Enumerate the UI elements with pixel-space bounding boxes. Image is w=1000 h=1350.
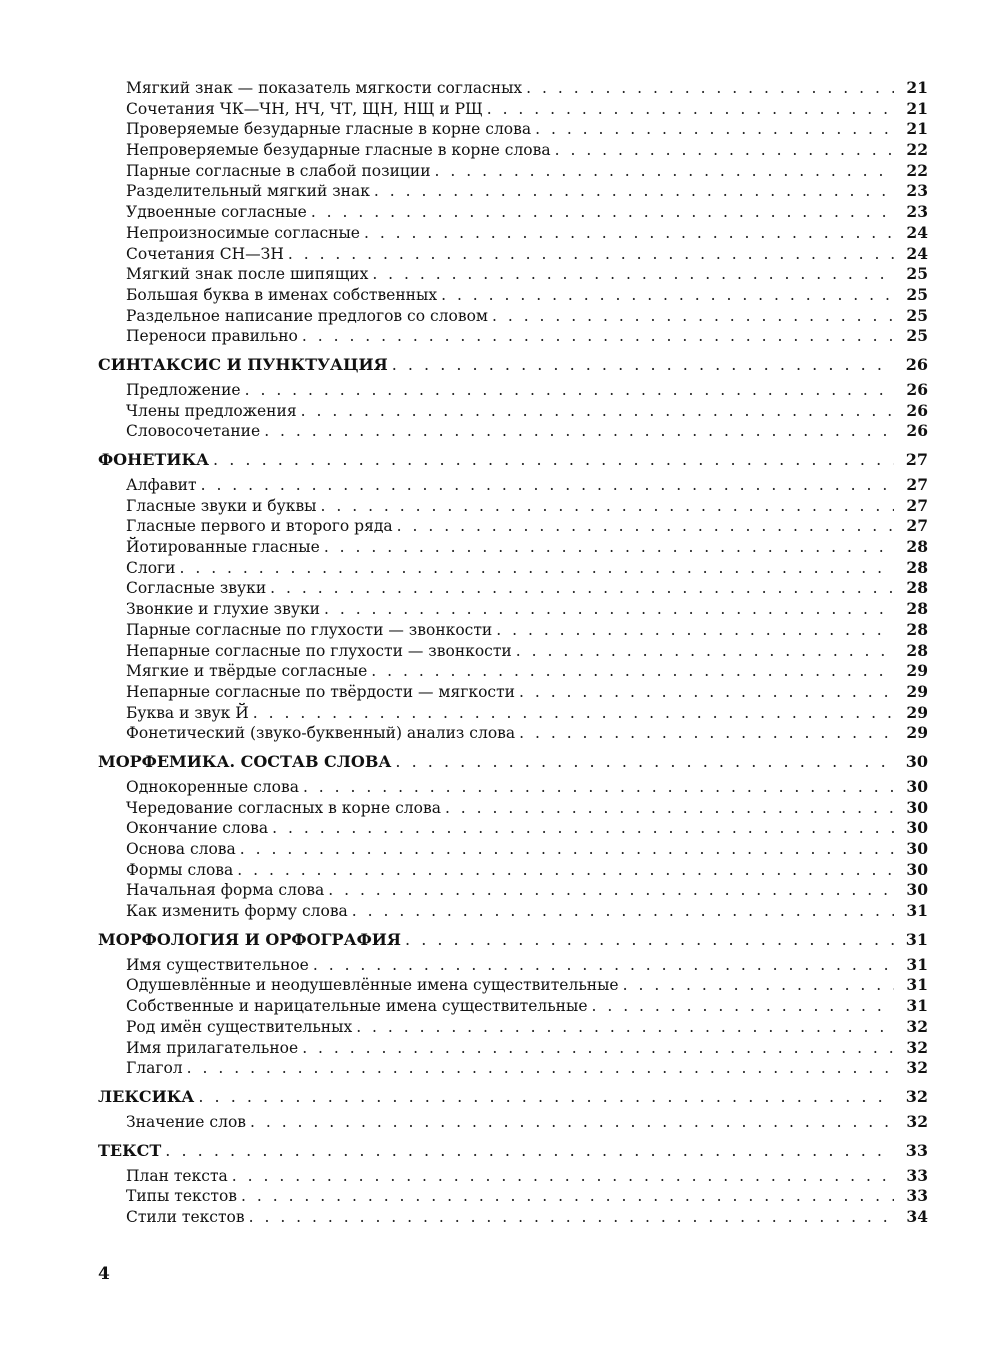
- toc-entry-page: 33: [905, 1140, 928, 1160]
- toc-entry-row: [98, 496, 928, 517]
- dot-leader: [241, 1186, 894, 1207]
- toc-entry-page: 29: [906, 681, 928, 701]
- dot-leader: [371, 661, 894, 682]
- dot-leader: [187, 1058, 894, 1079]
- toc-entry-row: [98, 682, 928, 703]
- toc-entry-label: Парные согласные в слабой позиции: [126, 161, 431, 180]
- toc-entry-row: [98, 558, 928, 579]
- toc-entry-label: Парные согласные по глухости — звонкости: [126, 620, 493, 639]
- toc-entry-row: [98, 161, 928, 182]
- toc-entry-label: Гласные звуки и буквы: [126, 496, 317, 515]
- toc-entry-row: [98, 99, 928, 120]
- toc-entry-page: 26: [906, 400, 928, 420]
- toc-entry-row: [98, 264, 928, 285]
- toc-entry-label: Чередование согласных в корне слова: [126, 798, 441, 817]
- toc-entry-label: Сочетания ЧК—ЧН, НЧ, ЧТ, ЩН, НЩ и РЩ: [126, 99, 483, 118]
- toc-entry-row: [98, 119, 928, 140]
- toc-entry-row: [98, 818, 928, 839]
- toc-entry-label: Типы текстов: [126, 1187, 238, 1206]
- dot-leader: [519, 682, 894, 703]
- toc-entry-label: Сочетания СН—ЗН: [126, 244, 284, 263]
- toc-entry-row: [98, 202, 928, 223]
- toc-entry-label: Окончание слова: [126, 819, 269, 838]
- dot-leader: [397, 516, 894, 537]
- toc-entry-row: [98, 285, 928, 306]
- toc-entry-row: [98, 516, 928, 537]
- toc-entry-label: Мягкий знак после шипящих: [126, 265, 369, 284]
- toc-entry-row: [98, 140, 928, 161]
- dot-leader: [392, 354, 894, 376]
- toc-entry-row: [98, 723, 928, 744]
- dot-leader: [302, 1038, 894, 1059]
- toc-entry-row: [98, 860, 928, 881]
- toc-entry-row: [98, 326, 928, 347]
- toc-entry-page: 28: [906, 640, 928, 660]
- dot-leader: [526, 78, 894, 99]
- toc-entry-label: ЛЕКСИКА: [98, 1086, 195, 1106]
- dot-leader: [240, 839, 894, 860]
- dot-leader: [303, 777, 894, 798]
- toc-entry-label: СИНТАКСИС И ПУНКТУАЦИЯ: [98, 354, 388, 374]
- dot-leader: [328, 880, 894, 901]
- toc-entry-row: [98, 421, 928, 442]
- dot-leader: [165, 1140, 894, 1162]
- dot-leader: [288, 244, 894, 265]
- toc-entry-label: Собственные и нарицательные имена существительные: [126, 997, 588, 1016]
- toc-entry-row: [98, 839, 928, 860]
- dot-leader: [356, 1017, 894, 1038]
- toc-entry-row: [98, 537, 928, 558]
- toc-section-row: [98, 751, 928, 773]
- toc-entry-page: 28: [906, 599, 928, 619]
- toc-entry-label: Непарные согласные по глухости — звонкости: [126, 641, 512, 660]
- dot-leader: [301, 401, 894, 422]
- toc-entry-page: 23: [906, 181, 928, 201]
- toc-entry-row: [98, 1112, 928, 1133]
- toc-entry-label: Как изменить форму слова: [126, 902, 348, 921]
- toc-entry-page: 25: [906, 284, 928, 304]
- toc-entry-label: Мягкий знак — показатель мягкости согласных: [126, 79, 523, 97]
- toc-entry-page: 32: [906, 1058, 928, 1078]
- toc-entry-page: 27: [906, 495, 928, 515]
- toc-entry-page: 22: [906, 140, 928, 160]
- toc-entry-page: 31: [906, 954, 928, 974]
- dot-leader: [311, 202, 894, 223]
- toc-entry-page: 24: [906, 222, 928, 242]
- toc-entry-page: 31: [906, 901, 928, 921]
- toc-entry-row: [98, 1038, 928, 1059]
- toc-entry-label: Удвоенные согласные: [126, 203, 307, 222]
- dot-leader: [198, 1086, 894, 1108]
- dot-leader: [250, 1112, 894, 1133]
- dot-leader: [272, 818, 894, 839]
- dot-leader: [623, 975, 894, 996]
- toc-entry-label: Алфавит: [126, 476, 197, 494]
- toc-entry-label: Род имён существительных: [126, 1017, 353, 1036]
- toc-entry-label: Звонкие и глухие звуки: [126, 600, 320, 619]
- toc-entry-page: 28: [906, 619, 928, 639]
- toc-entry-page: 21: [906, 119, 928, 139]
- toc-entry-label: Глагол: [126, 1059, 183, 1078]
- toc-entry-page: 26: [906, 421, 928, 441]
- toc-entry-page: 30: [906, 776, 928, 796]
- toc-section-row: [98, 449, 928, 471]
- toc-entry-page: 32: [906, 1037, 928, 1057]
- toc-entry-label: Однокоренные слова: [126, 777, 299, 796]
- dot-leader: [395, 751, 894, 773]
- toc-entry-page: 21: [906, 98, 928, 118]
- toc-entry-label: ТЕКСТ: [98, 1140, 162, 1160]
- toc-entry-page: 29: [906, 723, 928, 743]
- toc-entry-page: 33: [906, 1186, 928, 1206]
- dot-leader: [302, 326, 894, 347]
- dot-leader: [441, 285, 894, 306]
- toc-entry-label: Буква и звук Й: [126, 703, 249, 722]
- toc-entry-page: 25: [906, 264, 928, 284]
- dot-leader: [372, 264, 894, 285]
- dot-leader: [270, 578, 894, 599]
- toc-entry-row: [98, 996, 928, 1017]
- dot-leader: [592, 996, 895, 1017]
- toc-entry-label: Стили текстов: [126, 1207, 245, 1226]
- dot-leader: [516, 641, 894, 662]
- table-of-contents: [98, 78, 928, 1228]
- toc-entry-row: [98, 703, 928, 724]
- toc-entry-label: Йотированные гласные: [126, 538, 320, 557]
- toc-entry-label: Члены предложения: [126, 401, 297, 420]
- toc-entry-page: 30: [906, 839, 928, 858]
- toc-entry-label: Предложение: [126, 380, 241, 399]
- toc-section-row: [98, 929, 928, 951]
- toc-entry-page: 33: [906, 1165, 928, 1185]
- toc-entry-label: Одушевлённые и неодушевлённые имена существительные: [126, 976, 619, 995]
- page-number: 4: [98, 1264, 110, 1284]
- dot-leader: [237, 860, 894, 881]
- toc-entry-row: [98, 975, 928, 996]
- toc-entry-label: Непарные согласные по твёрдости — мягкости: [126, 682, 515, 701]
- dot-leader: [253, 703, 894, 724]
- toc-entry-page: 23: [906, 202, 928, 222]
- toc-entry-label: Основа слова: [126, 840, 236, 858]
- dot-leader: [555, 140, 894, 161]
- dot-leader: [232, 1166, 894, 1187]
- toc-entry-row: [98, 1017, 928, 1038]
- toc-entry-page: 30: [905, 751, 928, 771]
- toc-entry-row: [98, 578, 928, 599]
- toc-entry-page: 27: [906, 475, 928, 494]
- toc-entry-page: 28: [906, 537, 928, 557]
- toc-section-row: [98, 1086, 928, 1108]
- toc-entry-label: Значение слов: [126, 1112, 246, 1131]
- toc-entry-page: 30: [906, 818, 928, 838]
- toc-entry-label: ФОНЕТИКА: [98, 450, 210, 469]
- dot-leader: [519, 723, 894, 744]
- toc-entry-label: Начальная форма слова: [126, 881, 325, 900]
- toc-entry-page: 31: [906, 996, 928, 1016]
- toc-entry-row: [98, 661, 928, 682]
- dot-leader: [249, 1207, 894, 1228]
- dot-leader: [245, 380, 894, 401]
- toc-entry-page: 32: [906, 1016, 928, 1036]
- dot-leader: [435, 161, 894, 182]
- toc-entry-page: 21: [906, 78, 928, 97]
- toc-entry-label: МОРФЕМИКА. СОСТАВ СЛОВА: [98, 751, 392, 771]
- toc-entry-page: 28: [906, 557, 928, 577]
- toc-entry-page: 24: [906, 243, 928, 263]
- toc-entry-row: [98, 641, 928, 662]
- dot-leader: [321, 496, 894, 517]
- toc-entry-label: Формы слова: [126, 860, 234, 879]
- dot-leader: [445, 798, 894, 819]
- dot-leader: [180, 558, 895, 579]
- toc-entry-row: [98, 955, 928, 976]
- toc-entry-label: Непроизносимые согласные: [126, 223, 360, 242]
- toc-entry-row: [98, 1166, 928, 1187]
- toc-entry-row: [98, 880, 928, 901]
- toc-entry-page: 34: [906, 1206, 928, 1226]
- toc-entry-page: 25: [906, 326, 928, 346]
- toc-entry-row: [98, 306, 928, 327]
- dot-leader: [352, 901, 894, 922]
- toc-entry-page: 25: [906, 305, 928, 325]
- toc-entry-label: Словосочетание: [126, 422, 261, 441]
- toc-entry-page: 30: [906, 797, 928, 817]
- toc-entry-row: [98, 223, 928, 244]
- toc-entry-label: Имя существительное: [126, 955, 309, 974]
- toc-entry-label: Переноси правильно: [126, 327, 298, 346]
- dot-leader: [535, 119, 894, 140]
- toc-entry-row: [98, 798, 928, 819]
- toc-entry-row: [98, 181, 928, 202]
- toc-entry-page: 30: [906, 859, 928, 879]
- toc-entry-label: Мягкие и твёрдые согласные: [126, 662, 368, 681]
- toc-entry-page: 29: [906, 661, 928, 681]
- toc-entry-row: [98, 777, 928, 798]
- toc-entry-label: Непроверяемые безударные гласные в корне слова: [126, 141, 551, 160]
- dot-leader: [201, 475, 894, 496]
- toc-entry-label: Раздельное написание предлогов со словом: [126, 306, 488, 325]
- toc-entry-row: [98, 475, 928, 496]
- dot-leader: [487, 99, 894, 120]
- toc-entry-label: Фонетический (звуко-буквенный) анализ слова: [126, 724, 516, 743]
- toc-entry-row: [98, 244, 928, 265]
- toc-entry-label: Слоги: [126, 558, 176, 577]
- toc-entry-label: Имя прилагательное: [126, 1038, 299, 1057]
- toc-entry-label: Проверяемые безударные гласные в корне слова: [126, 120, 532, 139]
- toc-section-row: [98, 1140, 928, 1162]
- dot-leader: [374, 181, 894, 202]
- toc-entry-row: [98, 380, 928, 401]
- dot-leader: [264, 421, 894, 442]
- toc-entry-page: 31: [905, 929, 928, 949]
- toc-entry-label: План текста: [126, 1166, 228, 1185]
- toc-entry-label: Гласные первого и второго ряда: [126, 517, 393, 536]
- toc-entry-row: [98, 1058, 928, 1079]
- dot-leader: [496, 620, 894, 641]
- toc-entry-page: 27: [906, 516, 928, 536]
- dot-leader: [313, 955, 894, 976]
- toc-section-row: [98, 354, 928, 376]
- toc-entry-label: Разделительный мягкий знак: [126, 182, 370, 201]
- dot-leader: [324, 599, 894, 620]
- toc-entry-page: 28: [906, 578, 928, 598]
- toc-entry-row: [98, 401, 928, 422]
- toc-entry-row: [98, 1207, 928, 1228]
- toc-entry-page: 32: [905, 1086, 928, 1106]
- toc-entry-page: 29: [906, 702, 928, 722]
- toc-entry-page: 27: [905, 450, 928, 469]
- toc-entry-row: [98, 1186, 928, 1207]
- dot-leader: [324, 537, 894, 558]
- toc-entry-label: МОРФОЛОГИЯ И ОРФОГРАФИЯ: [98, 929, 402, 949]
- toc-entry-page: 22: [906, 160, 928, 180]
- toc-entry-page: 32: [906, 1111, 928, 1131]
- dot-leader: [405, 929, 894, 951]
- toc-entry-row: [98, 78, 928, 99]
- toc-entry-page: 30: [906, 880, 928, 900]
- toc-entry-row: [98, 599, 928, 620]
- dot-leader: [364, 223, 894, 244]
- toc-entry-row: [98, 620, 928, 641]
- toc-entry-label: Большая буква в именах собственных: [126, 285, 438, 304]
- dot-leader: [213, 449, 894, 471]
- toc-entry-page: 31: [906, 975, 928, 995]
- toc-entry-row: [98, 901, 928, 922]
- dot-leader: [492, 306, 894, 327]
- toc-entry-page: 26: [906, 379, 928, 399]
- toc-entry-page: 26: [905, 354, 928, 374]
- toc-entry-label: Согласные звуки: [126, 579, 267, 598]
